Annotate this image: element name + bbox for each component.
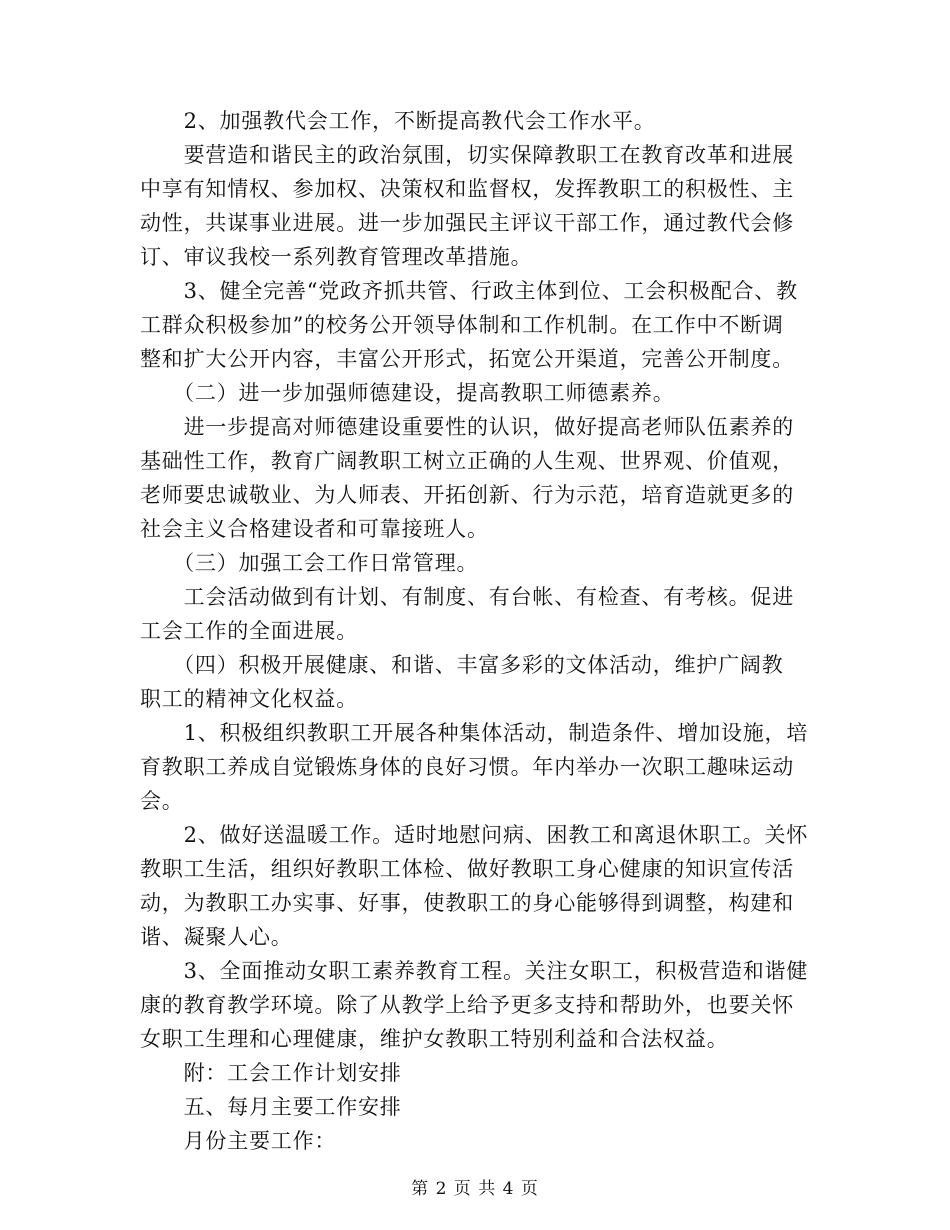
text-line: 1、积极组织教职工开展各种集体活动，制造条件、增加设施，培 — [140, 721, 809, 745]
text-line: 进一步提高对师德建设重要性的认识，做好提高老师队伍素养的 — [140, 415, 794, 439]
text-line: 老师要忠诚敬业、为人师表、开拓创新、行为示范，培育造就更多的 — [140, 483, 794, 507]
text-line: 工群众积极参加”的校务公开领导体制和工作机制。在工作中不断调 — [140, 313, 784, 337]
text-line: 月份主要工作： — [140, 1129, 337, 1153]
text-line: 动性，共谋事业进展。进一步加强民主评议干部工作，通过教代会修 — [140, 211, 794, 235]
text-line: 教职工生活，组织好教职工体检、做好教职工身心健康的知识宣传活 — [140, 857, 794, 881]
text-line: 育教职工养成自觉锻炼身体的良好习惯。年内举办一次职工趣味运动 — [140, 755, 794, 779]
text-line: 附：工会工作计划安排 — [140, 1061, 402, 1085]
text-line: 工会活动做到有计划、有制度、有台帐、有检查、有考核。促进 — [140, 585, 794, 609]
section-heading: （四）积极开展健康、和谐、丰富多彩的文体活动，维护广阔教 — [140, 653, 784, 677]
text-line: 动，为教职工办实事、好事，使教职工的身心能够得到调整，构建和 — [140, 891, 794, 915]
text-line: 职工的精神文化权益。 — [140, 687, 358, 711]
text-line: 会。 — [140, 789, 184, 813]
text-line: 女职工生理和心理健康，维护女教职工特别利益和合法权益。 — [140, 1027, 729, 1051]
text-line: 3、全面推动女职工素养教育工程。关注女职工，积极营造和谐健 — [140, 959, 809, 983]
text-line: 2、做好送温暖工作。适时地慰问病、困教工和离退休职工。关怀 — [140, 823, 809, 847]
text-line: 基础性工作，教育广阔教职工树立正确的人生观、世界观、价值观， — [140, 449, 794, 473]
text-line: 五、每月主要工作安排 — [140, 1095, 402, 1119]
text-line: 整和扩大公开内容，丰富公开形式，拓宽公开渠道，完善公开制度。 — [140, 347, 794, 371]
text-line: 3、健全完善“党政齐抓共管、行政主体到位、工会积极配合、教 — [140, 279, 798, 303]
text-line: 社会主义合格建设者和可靠接班人。 — [140, 517, 489, 541]
text-line: 要营造和谐民主的政治氛围，切实保障教职工在教育改革和进展 — [140, 143, 794, 167]
page-number-footer: 第 2 页 共 4 页 — [411, 1179, 539, 1199]
text-line: 中享有知情权、参加权、决策权和监督权，发挥教职工的积极性、主 — [140, 177, 794, 201]
text-line: 谐、凝聚人心。 — [140, 925, 293, 949]
section-heading: （三）加强工会工作日常管理。 — [140, 551, 479, 575]
section-heading: （二）进一步加强师德建设，提高教职工师德素养。 — [140, 381, 675, 405]
text-line: 工会工作的全面进展。 — [140, 619, 358, 643]
text-line: 订、审议我校一系列教育管理改革措施。 — [140, 245, 533, 269]
text-line: 康的教育教学环境。除了从教学上给予更多支持和帮助外，也要关怀 — [140, 993, 794, 1017]
text-line: 2、加强教代会工作，不断提高教代会工作水平。 — [140, 109, 656, 133]
